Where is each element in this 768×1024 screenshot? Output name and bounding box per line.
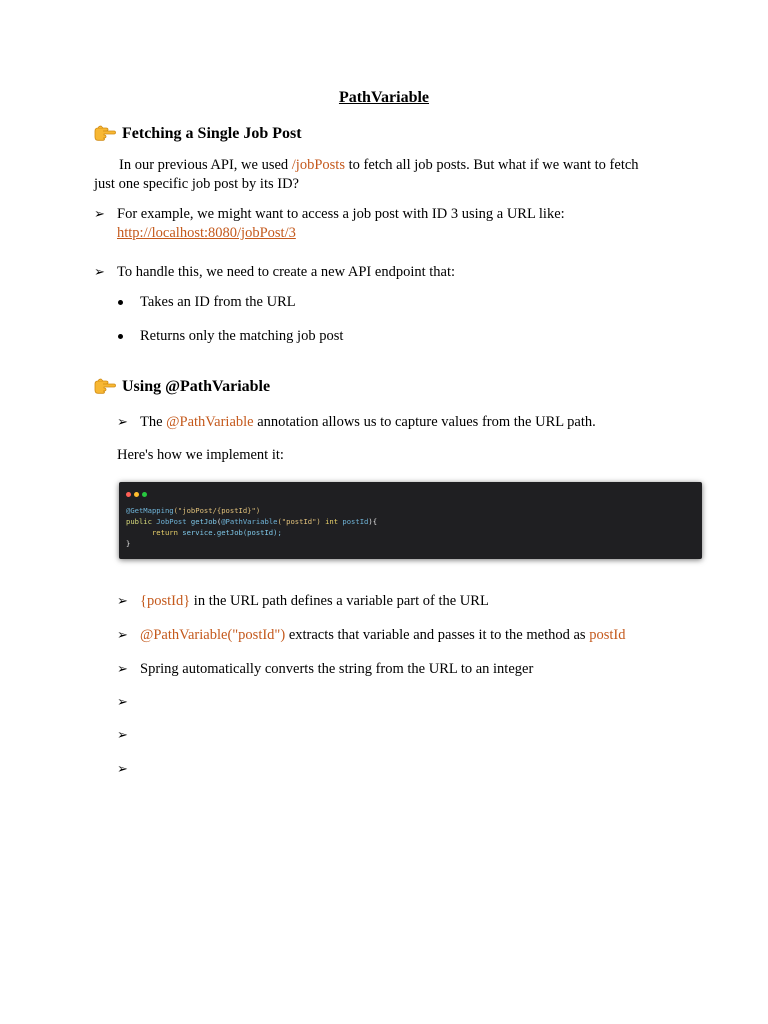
pointing-hand-icon bbox=[94, 376, 118, 400]
red-dot-icon bbox=[126, 492, 131, 497]
pathvariable-bullet bbox=[140, 413, 596, 432]
window-controls bbox=[126, 489, 150, 500]
green-dot-icon bbox=[142, 492, 147, 497]
pathvariable-highlight: @PathVariable bbox=[166, 414, 254, 430]
section-heading-fetching bbox=[94, 123, 302, 147]
intro-text-line2: just one specific job post by its ID? bbox=[94, 176, 299, 192]
handle-bullet: To handle this, we need to create a new API endpoint that: bbox=[117, 264, 456, 280]
code-string: ("postId") bbox=[277, 517, 321, 526]
jobposts-highlight: /jobPosts bbox=[291, 157, 345, 173]
conversion-point: Spring automatically converts the string from the URL to an integer bbox=[140, 661, 534, 677]
point-text: extracts that variable and passes it to the method as bbox=[285, 627, 590, 643]
bullet-text-end: annotation allows us to capture values from the URL path. bbox=[253, 414, 596, 430]
postid-point bbox=[140, 592, 489, 611]
bullet-text-start: The bbox=[140, 414, 167, 430]
intro-paragraph bbox=[94, 156, 694, 194]
page-title: PathVariable bbox=[338, 89, 430, 106]
arrow-bullet-icon: ➢ bbox=[117, 695, 128, 710]
arrow-bullet-icon: ➢ bbox=[94, 265, 105, 280]
arrow-bullet-icon: ➢ bbox=[117, 728, 128, 743]
postid-highlight: {postId} bbox=[140, 593, 191, 609]
arrow-bullet-icon: ➢ bbox=[117, 628, 128, 643]
pathvariable-point bbox=[140, 626, 625, 645]
point-text: in the URL path defines a variable part of the URL bbox=[190, 593, 489, 609]
intro-text-end: to fetch all job posts. But what if we want to fetch bbox=[344, 157, 639, 173]
code-brace: ){ bbox=[368, 517, 378, 526]
code-paren: ( bbox=[216, 517, 222, 526]
code-annotation: @GetMapping bbox=[126, 506, 174, 515]
section-heading-text: Fetching a Single Job Post bbox=[122, 125, 302, 142]
section-heading-pathvariable bbox=[94, 376, 270, 400]
code-keyword: public bbox=[126, 517, 152, 526]
code-function: getJob bbox=[190, 517, 217, 526]
bullet-dot-icon bbox=[118, 300, 123, 305]
code-keyword: int bbox=[320, 517, 343, 526]
sub-bullet-returns-post: Returns only the matching job post bbox=[140, 328, 344, 344]
example-text: For example, we might want to access a job post with ID 3 using a URL like: bbox=[117, 206, 565, 222]
code-keyword: return bbox=[151, 528, 178, 537]
arrow-bullet-icon: ➢ bbox=[117, 415, 128, 430]
arrow-bullet-icon: ➢ bbox=[94, 207, 105, 222]
bullet-dot-icon bbox=[118, 334, 123, 339]
arrow-bullet-icon: ➢ bbox=[117, 662, 128, 677]
postid-param-highlight: postId bbox=[589, 627, 626, 643]
intro-text-start: In our previous API, we used bbox=[119, 157, 292, 173]
code-brace: } bbox=[126, 539, 131, 548]
arrow-bullet-icon: ➢ bbox=[117, 594, 128, 609]
pointing-hand-icon bbox=[94, 123, 118, 147]
code-call: service.getJob(postId); bbox=[177, 528, 282, 537]
sub-bullet-takes-id: Takes an ID from the URL bbox=[140, 294, 296, 310]
example-bullet bbox=[117, 205, 707, 243]
code-type: JobPost bbox=[151, 517, 191, 526]
yellow-dot-icon bbox=[134, 492, 139, 497]
example-url-link[interactable]: http://localhost:8080/jobPost/3 bbox=[117, 225, 296, 241]
code-snippet bbox=[119, 482, 702, 559]
code-lines bbox=[126, 505, 377, 549]
code-annotation: @PathVariable bbox=[221, 517, 278, 526]
section-heading-text: Using @PathVariable bbox=[122, 378, 271, 395]
arrow-bullet-icon: ➢ bbox=[117, 762, 128, 777]
code-string: ("jobPost/{postId}") bbox=[173, 506, 261, 515]
pathvariable-postid-highlight: @PathVariable("postId") bbox=[140, 627, 286, 643]
howto-text: Here's how we implement it: bbox=[117, 447, 284, 463]
code-param: postId bbox=[342, 517, 369, 526]
